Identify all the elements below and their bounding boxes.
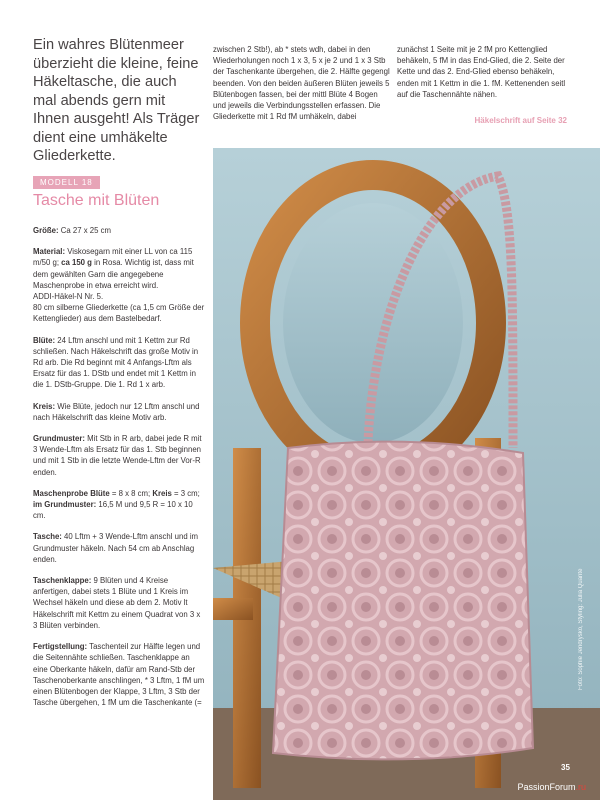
pattern-title: Tasche mit Blüten [33, 192, 160, 209]
page-number: 35 [561, 763, 570, 772]
site-domain: .ru [575, 782, 586, 792]
size-label: Größe: [33, 226, 59, 235]
crochet-bag [273, 442, 533, 760]
probe-text-a: = 8 x 8 cm; [109, 488, 153, 498]
probe-kreis-label: Kreis [152, 488, 172, 498]
material-section [33, 246, 205, 324]
kreis-section [33, 401, 205, 423]
size-text: Ca 27 x 25 cm [58, 226, 111, 235]
klappe-section [33, 575, 205, 631]
bluete-label: Blüte: [33, 335, 56, 345]
klappe-text: 9 Blüten und 4 Kreise anfertigen, dabei stets 1 Blüte und 1 Kreis im Wechsel häkeln und diese ab dem 2. Motiv lt Häkelschrift mit Kettm zu einem Quadrat von 3 x 3 Blüten verbinden. [33, 576, 201, 630]
size-section [33, 225, 205, 236]
material-label: Material: [33, 247, 66, 257]
chair-rail [213, 598, 253, 620]
maschenprobe-section [33, 488, 205, 522]
chart-reference: Häkelschrift auf Seite 32 [474, 116, 567, 125]
bluete-section [33, 335, 205, 391]
column-3-text: zunächst 1 Seite mit je 2 fM pro Kettenglied behäkeln, 5 fM in das End-Glied, die 2. Seite der Kette und das 2. End-Glied ebenso behäkeln, enden mit 1 Kettm in die 1. fM. Kettenenden seitl auf die Taschennähte nähen. [397, 45, 566, 99]
fertig-text: Taschenteil zur Hälfte legen und die Seitennähte schließen. Taschenklappe an eine Oberkante häkeln, dafür am Rand-Stb der Taschenoberkante anschlingen, * 3 Lftm, 1 fM um einen Blütenbogen der Klappe, 3 Lftm, 3 Stb der Tasche übergehen, 1 fM um die Taschenkante (= [33, 642, 205, 708]
material-chain: 80 cm silberne Gliederkette (ca 1,5 cm Größe der Kettenglieder) aus dem Bastelbedarf. [33, 303, 205, 324]
probe-text-b: = 3 cm; [171, 488, 200, 498]
bag-on-chair-illustration [213, 148, 600, 800]
material-hook: ADDI-Häkel-N Nr. 5. [33, 292, 104, 302]
probe-grund-label: im Grundmuster: [33, 500, 97, 510]
grundmuster-section [33, 433, 205, 478]
site-watermark [517, 782, 586, 792]
probe-text-c: 16,5 M und 9,5 R = 10 x 10 cm. [33, 500, 193, 521]
grundmuster-text: Mit Stb in R arb, dabei jede R mit 3 Wende-Lftm als Ersatz für das 1. Stb beginnen und mit 1 Stb in die letzte Wende-Lftm der Vor-R enden. [33, 434, 202, 477]
tasche-label: Tasche: [33, 532, 62, 542]
tasche-section [33, 531, 205, 565]
kreis-text: Wie Blüte, jedoch nur 12 Lftm anschl und nach Häkelschrift das kleine Motiv arb. [33, 401, 200, 422]
fertig-section [33, 641, 205, 708]
probe-label: Maschenprobe Blüte [33, 488, 110, 498]
instructions [33, 225, 205, 718]
fertig-label: Fertigstellung: [33, 642, 88, 652]
material-amount: ca 150 g [61, 258, 92, 268]
bluete-text: 24 Lftm anschl und mit 1 Kettm zur Rd schließen. Nach Häkelschrift das große Motiv in Rd arb. Die Rd beginnt mit 4 Anfangs-Lftm als Ersatz für das 1. DStb und endet mit 1 Kettm in die 1. DStb-Gruppe. Die 1. Rd 1 x arb. [33, 335, 199, 390]
photo-credit: Foto: Sophie Jendrysko, Styling: Julia Quante [578, 568, 584, 690]
intro-text: Ein wahres Blütenmeer überzieht die kleine, feine Häkeltasche, die auch mal abends gern mit Ihnen ausgeht! Als Träger dient eine umhäkelte Gliederkette. [33, 37, 200, 164]
kreis-label: Kreis: [33, 401, 56, 411]
material-text-b: in Rosa. Wichtig ist, dass mit dem gewählten Garn die angegebene Maschenprobe in etwa erreicht wird. [33, 258, 194, 290]
klappe-label: Taschenklappe: [33, 576, 92, 586]
column-2-text: zwischen 2 Stb!), ab * stets wdh, dabei in den Wiederholungen noch 1 x 3, 5 x je 2 und 1 x 3 Stb der Taschenkante übergehen, die 2. Hälfte gegengl beenden. Von den beiden äußeren Blüten jeweils 5 Blütenbogen fassen, bei der mittl Blüte 4 Bogen und jeweils die Verbindungsstellen erfassen. Die Gliederkette mit 1 Rd fM umhäkeln, dabei [213, 45, 390, 122]
bag-photo [213, 148, 600, 800]
model-badge: MODELL 18 [33, 176, 100, 189]
material-text: Viskosegarn mit einer LL von ca 115 m/50 g; [33, 247, 193, 268]
site-name: PassionForum [517, 782, 576, 792]
grundmuster-label: Grundmuster: [33, 434, 85, 444]
tasche-text: 40 Lftm + 3 Wende-Lftm anschl und im Grundmuster häkeln. Nach 54 cm ab Anschlag enden. [33, 532, 199, 564]
